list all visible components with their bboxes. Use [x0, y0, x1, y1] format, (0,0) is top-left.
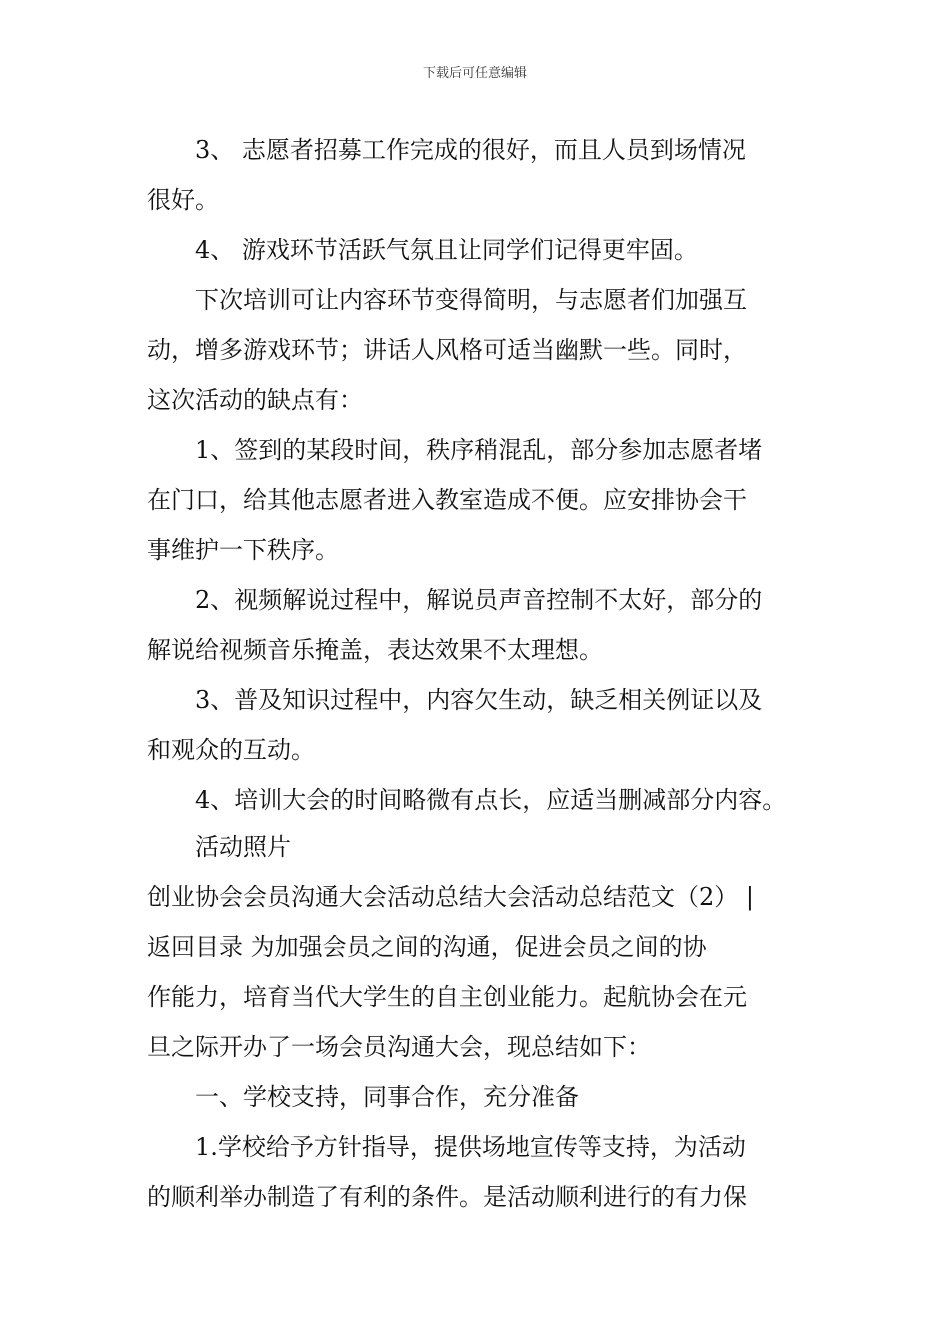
paragraph-line: 动，增多游戏环节；讲话人风格可适当幽默一些。同时， [147, 336, 747, 364]
paragraph-line: 活动照片 [195, 833, 291, 861]
paragraph-line: 和观众的互动。 [147, 736, 315, 764]
paragraph-line: 这次活动的缺点有： [147, 386, 363, 414]
section-title-line: 创业协会会员沟通大会活动总结大会活动总结范文（2） | [147, 883, 754, 911]
paragraph-line: 2、视频解说过程中，解说员声音控制不太好，部分的 [195, 586, 763, 614]
paragraph-line: 3、 志愿者招募工作完成的很好，而且人员到场情况 [195, 136, 746, 164]
paragraph-line: 1、签到的某段时间，秩序稍混乱，部分参加志愿者堵 [195, 436, 763, 464]
paragraph-line: 很好。 [147, 186, 219, 214]
paragraph-line: 在门口，给其他志愿者进入教室造成不便。应安排协会干 [147, 486, 747, 514]
paragraph-line: 事维护一下秩序。 [147, 536, 339, 564]
paragraph-line: 一、学校支持，同事合作，充分准备 [195, 1083, 579, 1111]
paragraph-line: 4、 游戏环节活跃气氛且让同学们记得更牢固。 [195, 236, 698, 264]
paragraph-line: 解说给视频音乐掩盖，表达效果不太理想。 [147, 636, 603, 664]
paragraph-line: 的顺利举办制造了有利的条件。是活动顺利进行的有力保 [147, 1183, 747, 1211]
paragraph-line: 作能力，培育当代大学生的自主创业能力。起航协会在元 [147, 983, 747, 1011]
paragraph-line: 下次培训可让内容环节变得简明，与志愿者们加强互 [195, 286, 747, 314]
paragraph-line: 1.学校给予方针指导，提供场地宣传等支持，为活动 [195, 1133, 746, 1161]
paragraph-line: 3、普及知识过程中，内容欠生动，缺乏相关例证以及 [195, 686, 763, 714]
paragraph-line[interactable]: 返回目录 为加强会员之间的沟通，促进会员之间的协 [147, 933, 707, 961]
paragraph-line: 旦之际开办了一场会员沟通大会，现总结如下： [147, 1033, 651, 1061]
paragraph-line: 4、培训大会的时间略微有点长，应适当删减部分内容。 [195, 786, 787, 814]
page-header: 下载后可任意编辑 [422, 66, 527, 81]
